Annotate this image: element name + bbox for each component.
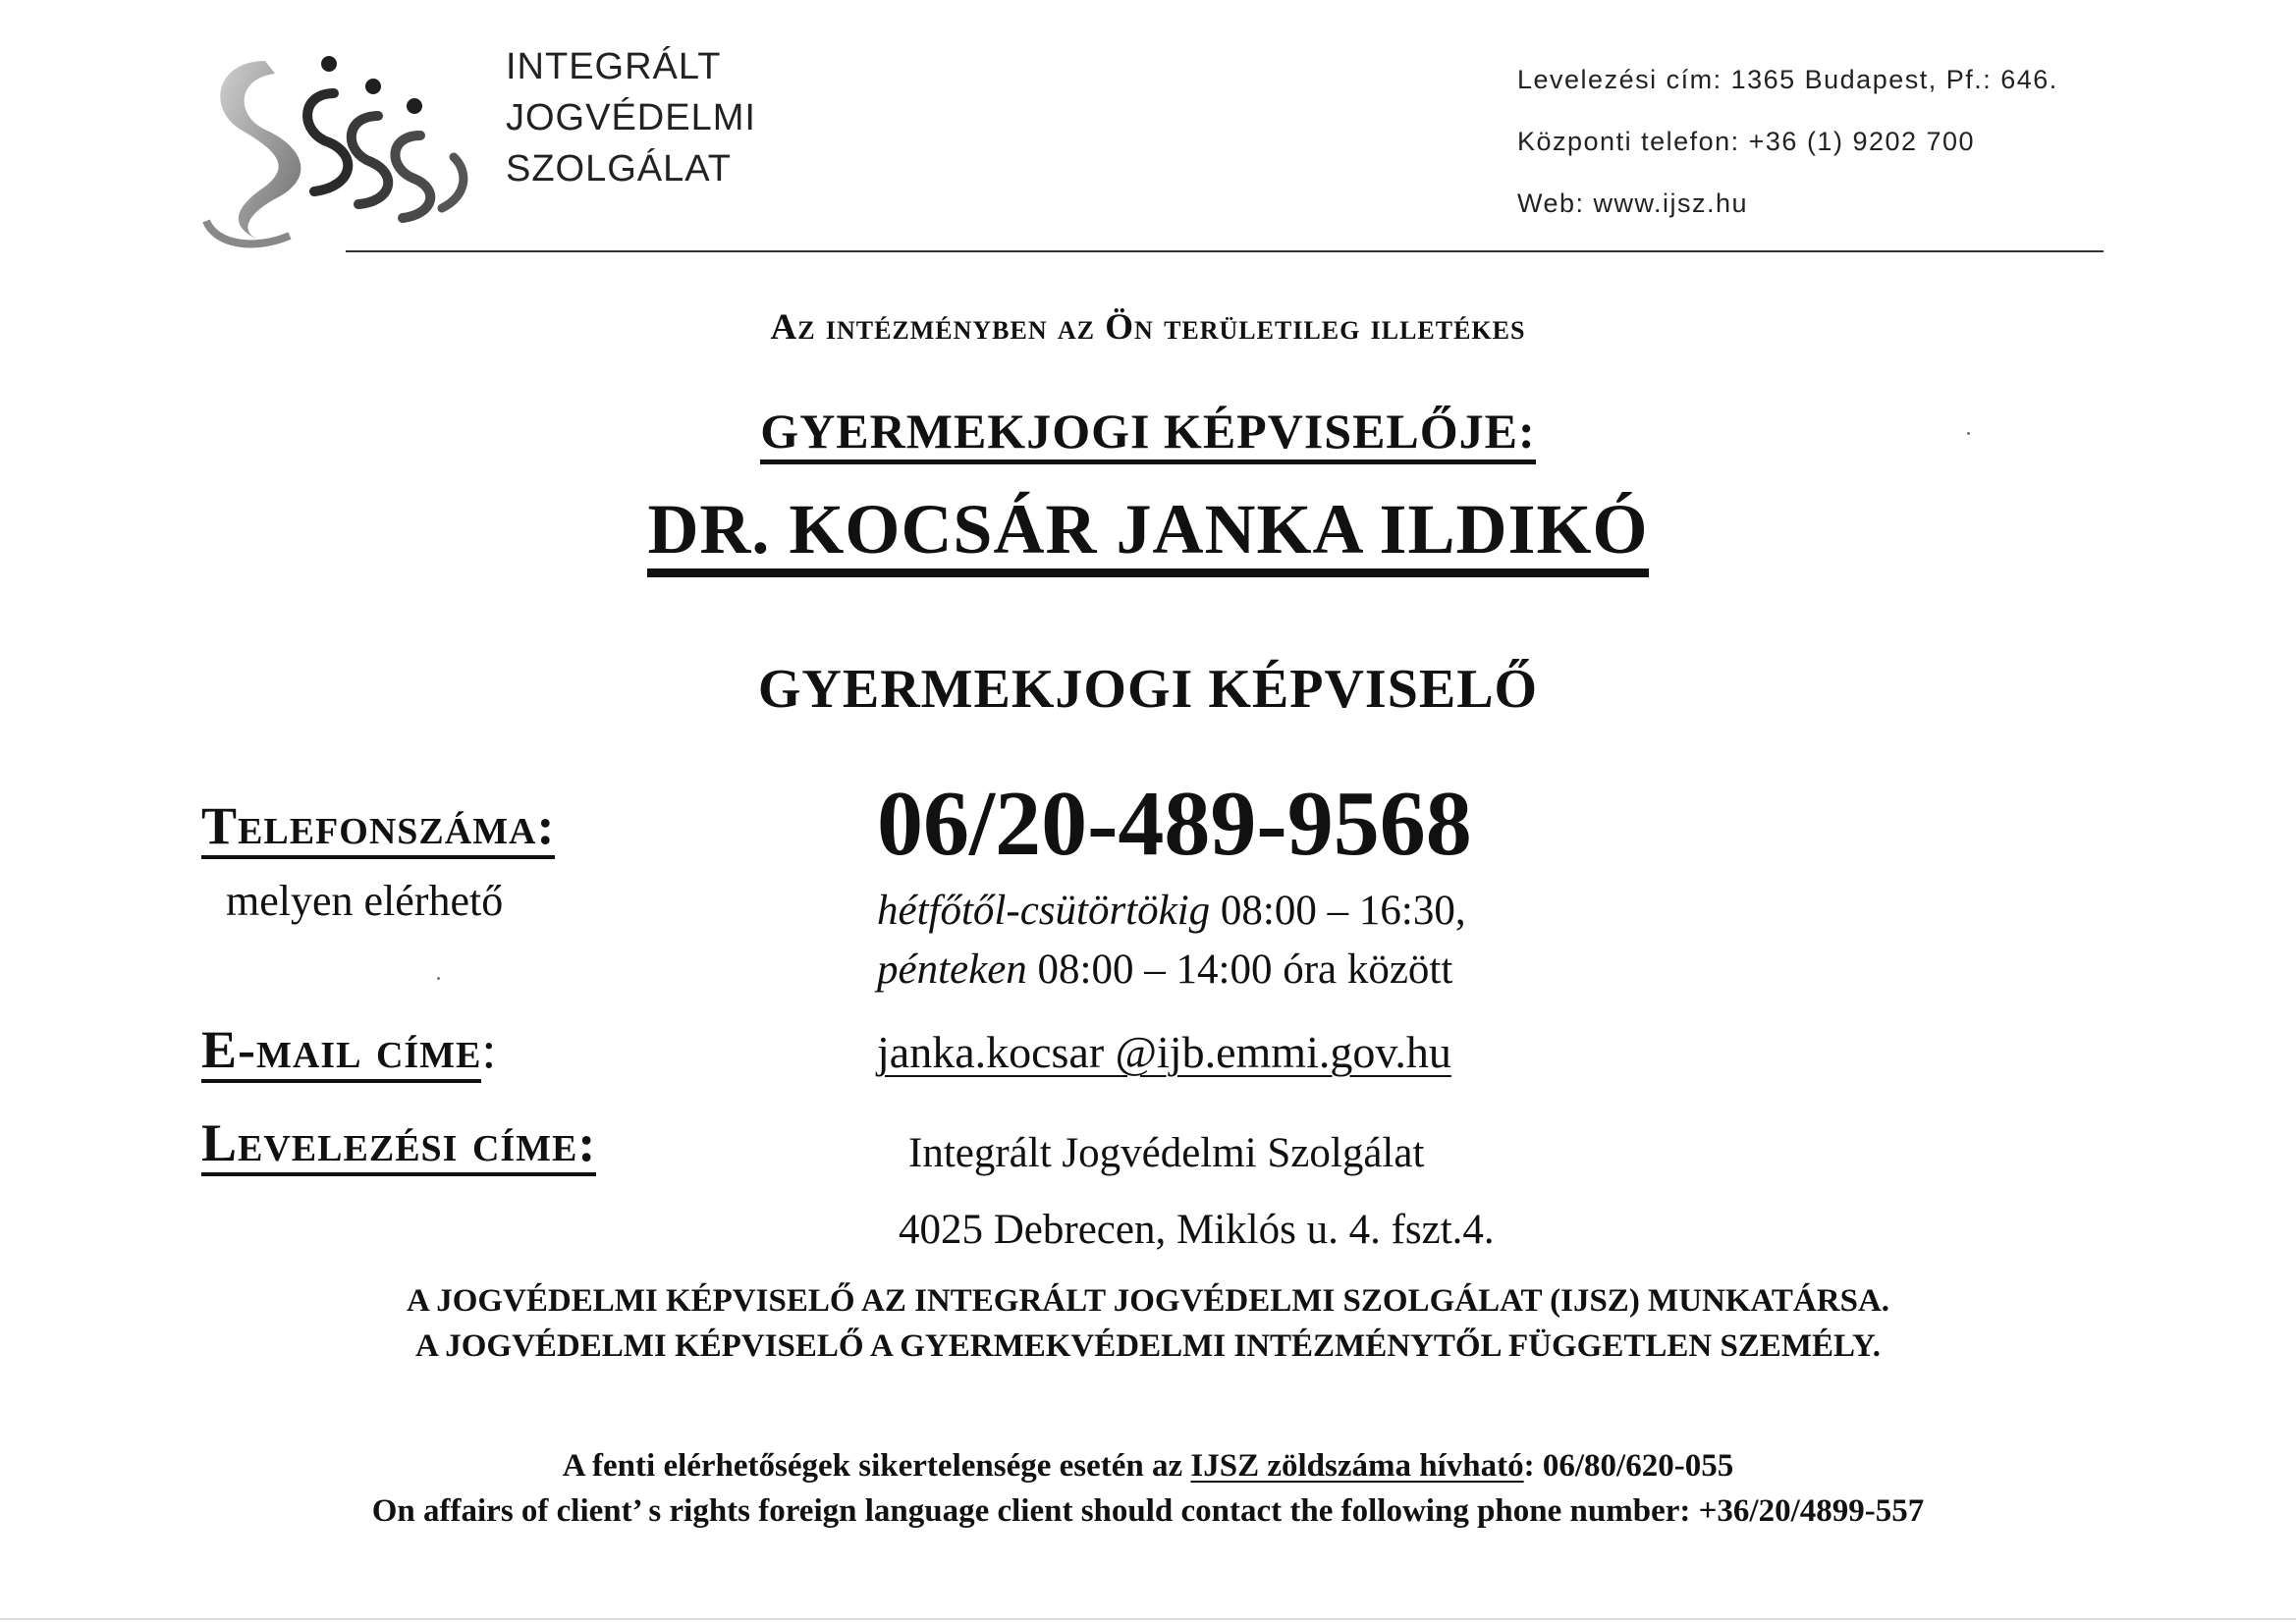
org-name-line: INTEGRÁLT — [506, 46, 722, 87]
org-name-line: SZOLGÁLAT — [506, 148, 733, 189]
scan-speck — [437, 977, 440, 980]
notice-line: A JOGVÉDELMI KÉPVISELŐ A GYERMEKVÉDELMI INTÉZMÉNYTŐL FÜGGETLEN SZEMÉLY. — [414, 1328, 1882, 1364]
hours-friday — [877, 941, 1466, 1000]
postal-line-2: 4025 Debrecen, Miklós u. 4. fszt.4. — [899, 1207, 1495, 1253]
representative-title-text: GYERMEKJOGI KÉPVISELŐJE: — [760, 404, 1535, 464]
representative-name — [0, 489, 2296, 570]
hours-friday-time: 08:00 – 14:00 óra között — [1026, 947, 1453, 993]
web-line: Web: www.ijsz.hu — [1517, 189, 1749, 218]
scan-speck — [1967, 432, 1970, 435]
scan-edge — [0, 1618, 2296, 1620]
hours-weekdays-time: 08:00 – 16:30, — [1210, 888, 1466, 934]
postal-label-text: Levelezési címe: — [201, 1113, 596, 1176]
org-name — [506, 41, 756, 194]
notice — [0, 1278, 2296, 1369]
email-label-text: E-mail címe — [201, 1020, 481, 1083]
org-name-line: JOGVÉDELMI — [506, 97, 756, 138]
footer-line-1-prefix: A fenti elérhetőségek sikertelensége esetén az — [562, 1448, 1191, 1484]
email-link[interactable]: janka.kocsar @ijb.emmi.gov.hu — [877, 1027, 1451, 1077]
intro-line: Az intézményben az Ön területileg illetékes — [770, 307, 1526, 348]
footer-line-1-suffix: : 06/80/620-055 — [1523, 1448, 1734, 1484]
phone-line: Központi telefon: +36 (1) 9202 700 — [1517, 127, 1976, 156]
hours-weekdays — [877, 882, 1466, 941]
postal-address-line: Levelezési cím: 1365 Budapest, Pf.: 646. — [1517, 65, 2058, 94]
hours-friday-days: pénteken — [877, 947, 1027, 993]
role-title: GYERMEKJOGI KÉPVISELŐ — [757, 659, 1539, 720]
header-contact — [1517, 49, 2058, 235]
phone-label — [201, 795, 555, 856]
notice-line: A JOGVÉDELMI KÉPVISELŐ AZ INTEGRÁLT JOGVÉDELMI SZOLGÁLAT (IJSZ) MUNKATÁRSA. — [406, 1283, 1890, 1319]
footer-line-2: On affairs of client’ s rights foreign language client should contact the following phone number: +36/20/4899-557 — [371, 1493, 1925, 1529]
footer — [0, 1443, 2296, 1534]
representative-title — [0, 403, 2296, 460]
green-number-link[interactable]: IJSZ zöldszáma hívható — [1190, 1448, 1524, 1484]
postal-line-1: Integrált Jogvédelmi Szolgálat — [908, 1130, 1425, 1176]
representative-name-text: DR. KOCSÁR JANKA ILDIKÓ — [647, 490, 1648, 577]
phone-sub-label: melyen elérhető — [226, 877, 504, 925]
postal-label — [201, 1112, 596, 1173]
hours-weekdays-days: hétfőtől-csütörtökig — [877, 888, 1211, 934]
header-divider — [346, 250, 2104, 252]
footer-line-1 — [0, 1443, 2296, 1488]
ijsz-logo — [196, 39, 481, 260]
email-label — [201, 1019, 497, 1080]
phone-label-text: Telefonszáma: — [201, 796, 555, 859]
email-label-colon: : — [481, 1020, 498, 1079]
phone-number[interactable]: 06/20-489-9568 — [877, 773, 1472, 875]
office-hours — [877, 882, 1466, 1000]
